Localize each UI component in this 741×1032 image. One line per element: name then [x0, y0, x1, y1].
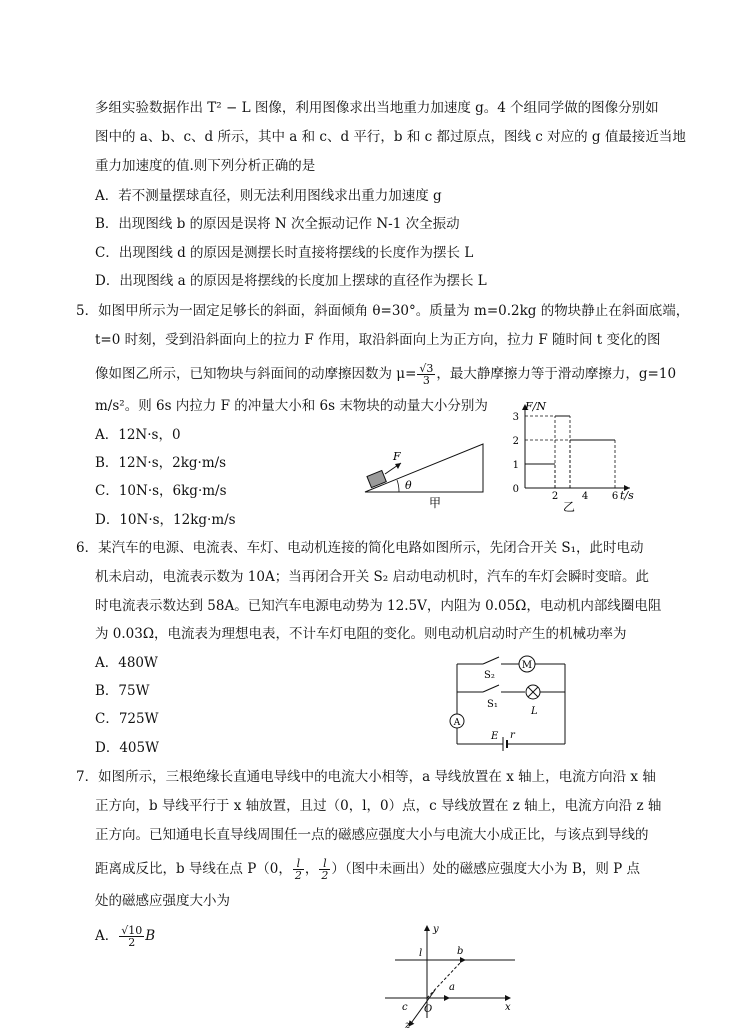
q7-line-4-tail: ）（图中未画出）处的磁感应强度大小为 B，则 P 点 [331, 861, 641, 877]
q7-line-4 [95, 858, 640, 881]
switch-s1 [483, 685, 499, 692]
q6-option-d: D．405W [95, 740, 159, 756]
chart-ytick-label: 3 [512, 412, 519, 423]
q4-line-3: 重力加速度的值.则下列分析正确的是 [95, 158, 316, 174]
wire-b-label: b [457, 946, 464, 957]
q6-line-1: 6．某汽车的电源、电流表、车灯、电动机连接的简化电路如图所示，先闭合开关 S₁，此时电动 [76, 540, 644, 556]
angle-arc [397, 480, 399, 492]
mu-numerator: √3 [419, 362, 434, 375]
force-time-chart [505, 398, 645, 516]
y-axis-label: y [433, 924, 439, 935]
q6-option-c: C．725W [95, 711, 159, 727]
chart-ytick-label: 1 [512, 460, 519, 471]
q6-line-2: 机未启动，电流表示数为 10A；当再闭合开关 S₂ 启动电动机时，汽车的车灯会瞬时变暗。此 [95, 569, 649, 585]
incline-triangle [365, 444, 483, 492]
q6-option-a: A．480W [95, 655, 158, 671]
p-z-denominator: 2 [321, 869, 329, 882]
wire-a-label: a [449, 982, 455, 993]
q5-option-d: D．10N·s，12kg·m/s [95, 512, 236, 528]
figure-jia-caption: 甲 [429, 496, 442, 510]
p-y-denominator: 2 [294, 869, 302, 882]
q7-line-1: 7．如图所示，三根绝缘长直通电导线中的电流大小相等，a 导线放置在 x 轴上，电流方向沿 x 轴 [76, 769, 656, 785]
lamp-label: L [531, 706, 538, 717]
q4-option-b: B．出现图线 b 的原因是误将 N 次全振动记作 N-1 次全振动 [95, 216, 460, 232]
q6-line-3: 时电流表示数达到 58A。已知汽车电源电动势为 12.5V，内阻为 0.05Ω，电动机内部线圈电阻 [95, 598, 662, 614]
mu-denominator: 3 [422, 374, 430, 387]
q5-option-c: C．10N·s，6kg·m/s [95, 483, 227, 499]
l-label: l [419, 948, 423, 959]
chart-xlabel: t/s [620, 489, 634, 502]
q7-option-a-denominator: 2 [128, 936, 136, 949]
q7-line-3: 正方向。已知通电长直导线周围任一点的磁感应强度大小与电流大小成正比，与该点到导线的 [95, 827, 649, 843]
q5-line-2: t=0 时刻，受到沿斜面向上的拉力 F 作用，取沿斜面向上为正方向，拉力 F 随时间 t 变化的图 [95, 332, 661, 348]
angle-label: θ [405, 479, 412, 492]
q7-line-4-text: 距离成反比，b 导线在点 P（0， [95, 861, 292, 877]
q5-line-3-tail: ，最大静摩擦力等于滑动摩擦力，g=10 [436, 366, 677, 382]
q5-line-3 [95, 363, 676, 386]
q7-option-a-numerator: √10 [121, 924, 143, 937]
x-axis-label: x [505, 1002, 511, 1013]
q4-option-d: D．出现图线 a 的原因是将摆线的长度加上摆球的直径作为摆长 L [95, 273, 487, 289]
chart-ylabel: F/N [525, 400, 546, 413]
origin-label: O [424, 1004, 433, 1015]
q5-option-b: B．12N·s，2kg·m/s [95, 455, 227, 471]
q5-option-a: A．12N·s，0 [95, 427, 181, 443]
q7-option-a-prefix: A． [95, 928, 119, 944]
q7-option-a-fraction [119, 925, 144, 948]
resistance-label: r [510, 730, 515, 741]
incline-figure [355, 440, 495, 515]
q5-line-1: 5．如图甲所示为一固定足够长的斜面，斜面倾角 θ=30°。质量为 m=0.2kg 的物块静止在斜面底端， [76, 303, 690, 319]
q4-option-a: A．若不测量摆球直径，则无法利用图线求出重力加速度 g [95, 188, 442, 204]
figure-yi-caption: 乙 [563, 500, 576, 514]
chart-ytick-label: 0 [512, 484, 519, 495]
p-y-numerator: l [293, 858, 304, 870]
point-p-y-fraction [293, 858, 304, 881]
q4-line-1: 多组实验数据作出 T² − L 图像，利用图像求出当地重力加速度 g。4 个组同学做的图像分别如 [95, 100, 659, 116]
z-axis-label: z [405, 1020, 411, 1031]
q6-line-4: 为 0.03Ω，电流表为理想电表，不计车灯电阻的变化。则电动机启动时产生的机械功率为 [95, 626, 627, 642]
q7-line-5: 处的磁感应强度大小为 [95, 893, 230, 909]
q7-line-2: 正方向，b 导线平行于 x 轴放置，且过（0，l，0）点，c 导线放置在 z 轴上，电流方向沿 z 轴 [95, 798, 662, 814]
switch-s2 [483, 657, 499, 664]
q6-option-b: B．75W [95, 683, 150, 699]
q7-separator: ， [304, 861, 319, 877]
q5-line-4: m/s²。则 6s 内拉力 F 的冲量大小和 6s 末物块的动量大小分别为 [95, 398, 488, 414]
chart-xtick-label: 2 [551, 491, 559, 502]
chart-xtick-label: 4 [581, 491, 589, 502]
q4-option-c: C．出现图线 d 的原因是测摆长时直接将摆线的长度作为摆长 L [95, 245, 474, 261]
force-label: F [393, 450, 401, 463]
q4-line-2: 图中的 a、b、c、d 所示，其中 a 和 c、d 平行，b 和 c 都过原点，图线 c 对应的 g 值最接近当地 [95, 129, 686, 145]
dashed-guide [427, 963, 460, 998]
chart-ytick-label: 2 [512, 436, 519, 447]
block [367, 471, 386, 488]
point-p-z-fraction [319, 858, 330, 881]
s2-label: S₂ [484, 670, 495, 681]
q7-option-a [95, 925, 155, 948]
wire-c-label: c [402, 1002, 408, 1013]
mu-fraction [417, 363, 435, 386]
q7-option-a-suffix: B [145, 928, 156, 944]
emf-label: E [491, 731, 499, 742]
p-z-numerator: l [319, 858, 330, 870]
circuit-diagram [443, 652, 573, 752]
motor-label: M [521, 660, 533, 671]
chart-xtick-label: 6 [611, 491, 619, 502]
wire-axes-figure [375, 918, 525, 1032]
ammeter-label: A [453, 718, 461, 728]
s1-label: S₁ [487, 699, 498, 710]
q5-line-3-text: 像如图乙所示，已知物块与斜面间的动摩擦因数为 μ= [95, 366, 417, 382]
